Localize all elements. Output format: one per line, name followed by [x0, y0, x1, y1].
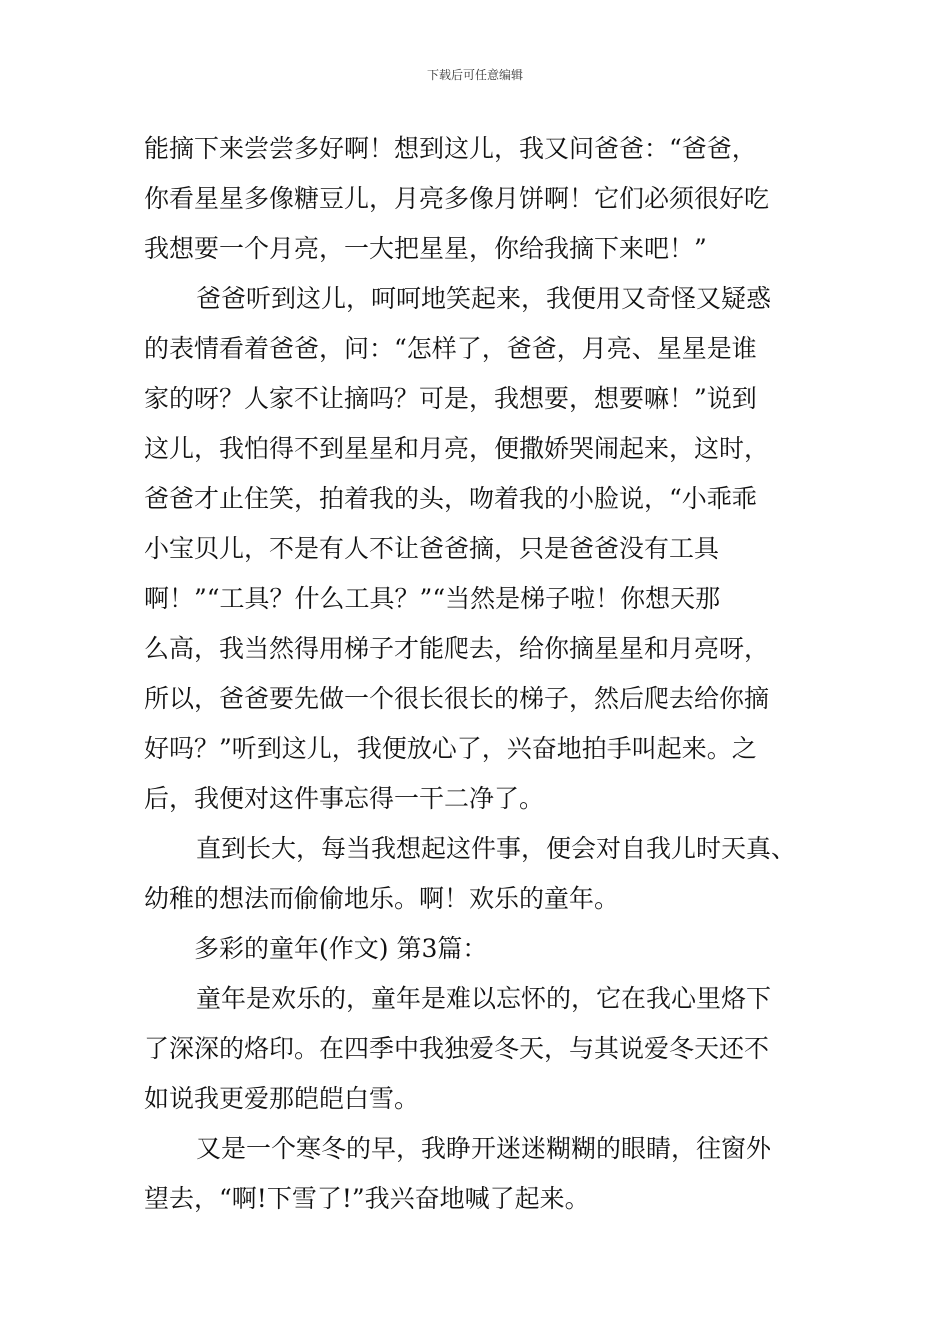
text-line: 所以，爸爸要先做一个很长很长的梯子，然后爬去给你摘: [144, 684, 770, 713]
text-line: 后，我便对这件事忘得一干二净了。: [144, 784, 545, 813]
text-line: 这儿，我怕得不到星星和月亮，便撒娇哭闹起来，这时，: [144, 434, 770, 463]
text-line: 望去，“啊!下雪了!”我兴奋地喊了起来。: [144, 1184, 590, 1213]
text-line: 了深深的烙印。在四季中我独爱冬天，与其说爱冬天还不: [144, 1034, 770, 1063]
text-line: 家的呀？人家不让摘吗？可是，我想要，想要嘛！”说到: [144, 384, 757, 413]
text-line: 能摘下来尝尝多好啊！想到这儿，我又问爸爸：“爸爸，: [144, 134, 757, 163]
text-line: 幼稚的想法而偷偷地乐。啊！欢乐的童年。: [144, 884, 620, 913]
paragraph-start-line: 童年是欢乐的，童年是难以忘怀的，它在我心里烙下: [196, 984, 772, 1013]
text-line: 啊！”“工具？什么工具？”“当然是梯子啦！你想天那: [144, 584, 721, 613]
page-header: 下载后可任意编辑: [426, 68, 523, 82]
text-line: 我想要一个月亮，一大把星星，你给我摘下来吧！”: [144, 234, 707, 263]
text-line: 小宝贝儿，不是有人不让爸爸摘，只是爸爸没有工具: [144, 534, 720, 563]
paragraph-start-line: 又是一个寒冬的早，我睁开迷迷糊糊的眼睛，往窗外: [196, 1134, 772, 1163]
paragraph-start-line: 直到长大，每当我想起这件事，便会对自我儿时天真、: [196, 834, 797, 863]
section-heading: 多彩的童年(作文) 第3篇：: [194, 934, 488, 963]
text-line: 么高，我当然得用梯子才能爬去，给你摘星星和月亮呀，: [144, 634, 770, 663]
document-body: [144, 124, 814, 1224]
text-line: 的表情看着爸爸，问：“怎样了，爸爸，月亮、星星是谁: [144, 334, 757, 363]
text-line: 如说我更爱那皑皑白雪。: [144, 1084, 420, 1113]
text-line: 爸爸才止住笑，拍着我的头，吻着我的小脸说，“小乖乖: [144, 484, 757, 513]
text-line: 好吗？”听到这儿，我便放心了，兴奋地拍手叫起来。之: [144, 734, 757, 763]
paragraph-start-line: 爸爸听到这儿，呵呵地笑起来，我便用又奇怪又疑惑: [196, 284, 772, 313]
text-line: 你看星星多像糖豆儿，月亮多像月饼啊！它们必须很好吃: [144, 184, 770, 213]
